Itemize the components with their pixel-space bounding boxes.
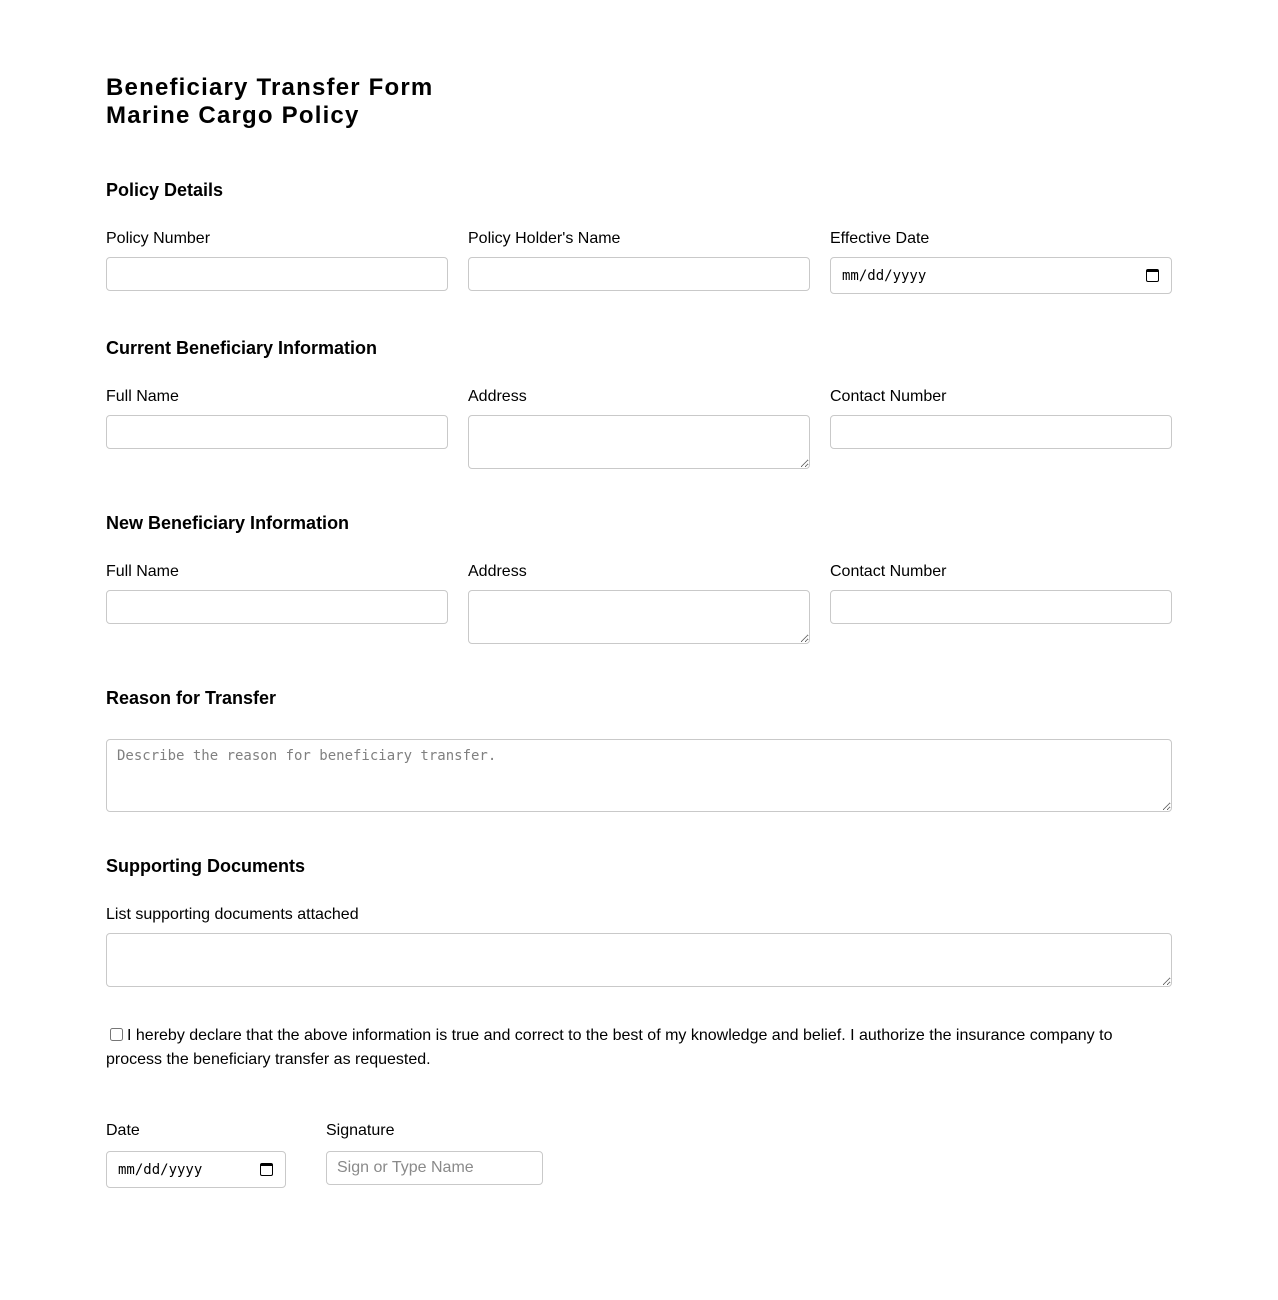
signature-input[interactable] bbox=[326, 1151, 543, 1185]
new-contact-number-input[interactable] bbox=[830, 590, 1172, 624]
reason-textarea[interactable] bbox=[106, 739, 1172, 812]
section-title-new-beneficiary: New Beneficiary Information bbox=[106, 513, 350, 533]
title-line-2: Marine Cargo Policy bbox=[106, 102, 360, 129]
current-contact-number-input[interactable] bbox=[830, 415, 1172, 449]
new-contact-number-field bbox=[830, 562, 1172, 582]
effective-date-label: Effective Date bbox=[830, 230, 930, 247]
new-full-name-input[interactable] bbox=[106, 590, 448, 624]
policy-number-field bbox=[106, 229, 448, 249]
declaration-checkbox[interactable] bbox=[110, 1028, 123, 1041]
signoff-date-field bbox=[106, 1121, 286, 1178]
policy-number-input[interactable] bbox=[106, 257, 448, 291]
section-title-policy-details: Policy Details bbox=[106, 180, 224, 200]
new-full-name-field bbox=[106, 562, 448, 582]
effective-date-field bbox=[830, 229, 1172, 284]
policy-number-label: Policy Number bbox=[106, 230, 211, 247]
current-address-textarea[interactable] bbox=[468, 415, 810, 469]
signoff-date-input[interactable] bbox=[106, 1151, 286, 1188]
calendar-icon[interactable] bbox=[260, 1163, 273, 1176]
current-address-label: Address bbox=[468, 388, 527, 405]
effective-date-input[interactable] bbox=[830, 257, 1172, 294]
title-line-1: Beneficiary Transfer Form bbox=[106, 74, 434, 101]
supporting-documents-textarea[interactable] bbox=[106, 933, 1172, 987]
page-title bbox=[106, 74, 433, 130]
current-full-name-label: Full Name bbox=[106, 388, 179, 405]
signoff-date-label: Date bbox=[106, 1122, 140, 1139]
new-address-field bbox=[468, 562, 810, 582]
policy-holder-name-label: Policy Holder's Name bbox=[468, 230, 621, 247]
section-title-current-beneficiary: Current Beneficiary Information bbox=[106, 338, 378, 358]
effective-date-placeholder: mm/dd/yyyy bbox=[842, 267, 927, 284]
new-address-label: Address bbox=[468, 563, 527, 580]
current-address-field bbox=[468, 387, 810, 407]
signature-label: Signature bbox=[326, 1122, 395, 1139]
section-title-supporting-documents: Supporting Documents bbox=[106, 856, 305, 876]
calendar-icon[interactable] bbox=[1146, 269, 1159, 282]
new-address-textarea[interactable] bbox=[468, 590, 810, 644]
declaration bbox=[106, 1024, 1146, 1072]
current-contact-number-field bbox=[830, 387, 1172, 407]
policy-holder-name-field bbox=[468, 229, 810, 249]
signoff-date-placeholder: mm/dd/yyyy bbox=[118, 1161, 203, 1178]
supporting-documents-label: List supporting documents attached bbox=[106, 906, 359, 923]
new-full-name-label: Full Name bbox=[106, 563, 179, 580]
signature-field bbox=[326, 1121, 543, 1141]
current-full-name-field bbox=[106, 387, 448, 407]
policy-holder-name-input[interactable] bbox=[468, 257, 810, 291]
current-contact-number-label: Contact Number bbox=[830, 388, 947, 405]
current-full-name-input[interactable] bbox=[106, 415, 448, 449]
section-title-reason: Reason for Transfer bbox=[106, 688, 277, 708]
supporting-documents-field bbox=[106, 905, 1172, 925]
new-contact-number-label: Contact Number bbox=[830, 563, 947, 580]
declaration-text: I hereby declare that the above information is true and correct to the best of my knowledge and belief. I authorize the insurance company to process the beneficiary transfer as requested. bbox=[106, 1027, 1113, 1068]
